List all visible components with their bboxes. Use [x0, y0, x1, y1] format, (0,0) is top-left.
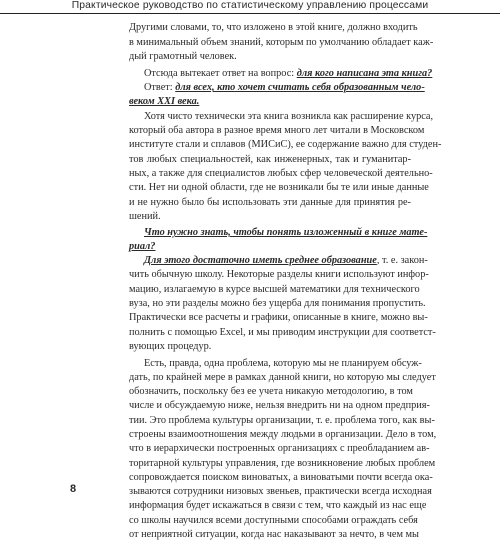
text-line — [129, 471, 433, 485]
line-text: числе и обсуждаемую ниже, нельзя внедрить ни на одном предприя- — [129, 400, 430, 411]
text-line — [129, 196, 411, 210]
text-line — [129, 110, 434, 124]
line-text: строены взаимоотношения между людьми в организации. Дело в том, — [129, 429, 437, 440]
text-line — [129, 357, 422, 371]
line-text: мацию, излагаемую в курсе высшей математики для технического — [129, 284, 420, 295]
text-line — [129, 226, 428, 240]
text-line — [129, 340, 411, 354]
line-text: Практически все расчеты и графики, описанные в книге, можно вы- — [129, 312, 428, 323]
line-text: в минимальный объем знаний, которым по умолчанию обладает каж- — [129, 37, 434, 48]
line-text: чить обычную школу. Некоторые разделы книги используют инфор- — [129, 269, 429, 280]
page-number: 8 — [70, 483, 77, 495]
line-text: сопровождается поиском виноватых, а виноватыми почти всегда ока- — [129, 472, 433, 483]
emphasized-question: Для этого достаточно иметь среднее образование — [144, 255, 377, 266]
line-text: тов любых специальностей, как инженерных, так и гуманитар- — [129, 154, 411, 165]
line-text: Другими словами, то, что изложено в этой книге, должно входить — [129, 22, 418, 33]
text-line — [129, 153, 411, 167]
text-line — [129, 67, 433, 81]
text-line — [129, 283, 420, 297]
line-text: полнить с помощью Excel, и мы приводим инструкции для соответст- — [129, 327, 436, 338]
line-text: дать, по крайней мере в рамках данной книги, но которую мы следует — [129, 372, 436, 383]
text-line — [129, 371, 436, 385]
text-line — [129, 36, 434, 50]
line-text: обозначить, поскольку без ее учета никакую методологию, в том — [129, 386, 413, 397]
text-line — [129, 499, 427, 513]
text-line — [129, 254, 428, 268]
line-text: торитарной культуры управления, где возникновение любых проблем — [129, 458, 436, 469]
line-text: зываются сотрудники низовых звеньев, практически всегда исходная — [129, 486, 432, 497]
text-line — [129, 311, 428, 325]
text-line — [129, 485, 432, 499]
text-line — [129, 414, 435, 428]
text-line — [129, 268, 429, 282]
line-text: от неприятной ситуации, когда нас наказывают за нечто, в чем мы — [129, 529, 419, 540]
text-line — [129, 399, 430, 413]
text-line — [129, 81, 425, 95]
text-line — [129, 50, 411, 64]
line-text: тии. Это проблема культуры организации, т. е. проблема того, как вы- — [129, 415, 435, 426]
line-text: информация будет искажаться в связи с тем, что каждый из нас еще — [129, 500, 427, 511]
line-text: что в иерархически построенных организациях с преобладанием ав- — [129, 443, 430, 454]
line-text: сти. Нет ни одной области, где не возникали бы те или иные данные — [129, 182, 429, 193]
text-line — [129, 95, 411, 109]
text-line — [129, 385, 411, 399]
text-line — [129, 138, 442, 152]
emphasized-question: для кого написана эта книга? — [296, 68, 433, 79]
line-text: Есть, правда, одна проблема, которую мы не планируем обсуж- — [144, 358, 422, 369]
text-line — [129, 528, 419, 542]
text-line — [129, 514, 418, 528]
text-line — [129, 457, 436, 471]
line-text: вуза, но эти разделы можно без ущерба для понимания пропустить. — [129, 298, 426, 309]
line-text: дый грамотный человек. — [129, 51, 237, 62]
text-line — [129, 442, 430, 456]
text-line — [129, 240, 411, 254]
line-text: который оба автора в разное время много лет читали в Московском — [129, 125, 425, 136]
text-line — [129, 181, 429, 195]
text-line — [129, 167, 433, 181]
running-head: Практическое руководство по статистическому управлению процессами — [71, 0, 429, 11]
text-line — [129, 428, 437, 442]
emphasized-question: риал? — [129, 241, 156, 252]
emphasized-question: для всех, кто хочет считать себя образованным чело- — [175, 82, 425, 93]
line-text: и не нужно было бы использовать эти данные для принятия ре- — [129, 197, 411, 208]
text-line — [129, 326, 436, 340]
text-line — [129, 124, 425, 138]
line-text-tail: , т. е. закон- — [376, 255, 428, 266]
emphasized-question: Что нужно знать, чтобы понять изложенный в книге мате- — [144, 227, 428, 238]
line-text: Отсюда вытекает ответ на вопрос: — [144, 68, 297, 79]
header-rule — [0, 13, 500, 14]
text-line — [129, 297, 426, 311]
line-text: ных, а также для специалистов любых сфер человеческой деятельно- — [129, 168, 433, 179]
text-line — [129, 210, 411, 224]
line-text: Хотя чисто технически эта книга возникла как расширение курса, — [144, 111, 434, 122]
text-line — [129, 21, 418, 35]
line-text: шений. — [129, 211, 161, 222]
line-text: Ответ: — [144, 82, 176, 93]
line-text: институте стали и сплавов (МИСиС), ее содержание важно для студен- — [129, 139, 442, 150]
emphasized-question: веком XXI века. — [129, 96, 200, 107]
line-text: вующих процедур. — [129, 341, 212, 352]
line-text: со школы научился всеми доступными способами ограждать себя — [129, 515, 418, 526]
